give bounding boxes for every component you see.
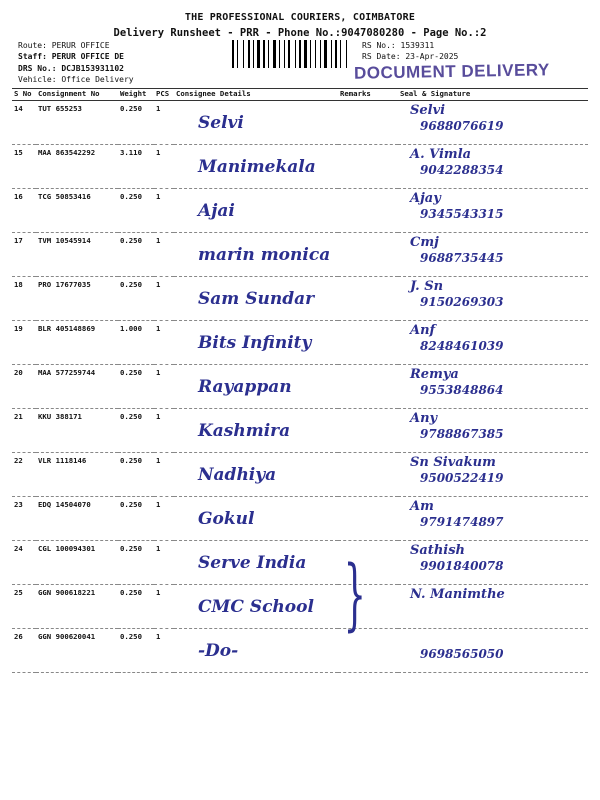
cell-pcs: 1 — [154, 321, 174, 365]
cell-consignee — [174, 541, 338, 585]
cell-signature — [398, 321, 588, 365]
cell-sno: 15 — [12, 145, 36, 189]
cell-weight: 3.110 — [118, 145, 154, 189]
cell-weight: 0.250 — [118, 585, 154, 629]
cell-consignment: KKU 388171 — [36, 409, 118, 453]
cell-remarks — [338, 497, 398, 541]
cell-remarks — [338, 145, 398, 189]
phone-handwriting: 9788867385 — [420, 427, 504, 441]
cell-consignee — [174, 189, 338, 233]
cell-consignment: GGN 900618221 — [36, 585, 118, 629]
cell-consignee — [174, 409, 338, 453]
consignee-handwriting: Kashmira — [198, 421, 291, 441]
header-pcs: PCS — [154, 89, 174, 101]
cell-weight: 0.250 — [118, 189, 154, 233]
cell-consignment: TUT 655253 — [36, 101, 118, 145]
cell-weight: 0.250 — [118, 277, 154, 321]
cell-sno: 22 — [12, 453, 36, 497]
vehicle-label: Vehicle: Office Delivery — [18, 75, 134, 84]
cell-consignment: VLR 1118146 — [36, 453, 118, 497]
signature-handwriting: J. Sn — [410, 279, 444, 294]
cell-remarks — [338, 233, 398, 277]
runsheet-table — [12, 88, 588, 673]
consignee-handwriting: Gokul — [198, 509, 255, 529]
cell-signature — [398, 189, 588, 233]
cell-consignment: PRO 17677035 — [36, 277, 118, 321]
consignee-handwriting: CMC School — [198, 597, 314, 617]
rs-date: RS Date: 23-Apr-2025 — [362, 52, 459, 61]
cell-weight: 0.250 — [118, 101, 154, 145]
consignee-handwriting: Nadhiya — [198, 465, 277, 485]
header-consignee: Consignee Details — [174, 89, 338, 101]
consignee-handwriting: marin monica — [198, 245, 331, 265]
table-row — [12, 541, 588, 585]
table-row — [12, 629, 588, 673]
cell-remarks — [338, 277, 398, 321]
phone-handwriting: 8248461039 — [420, 339, 504, 353]
cell-pcs: 1 — [154, 541, 174, 585]
phone-handwriting: 9553848864 — [420, 383, 504, 397]
signature-handwriting: Sathish — [410, 543, 465, 558]
cell-consignment: GGN 900620041 — [36, 629, 118, 673]
cell-weight: 1.000 — [118, 321, 154, 365]
cell-sno: 25 — [12, 585, 36, 629]
consignee-handwriting: Rayappan — [198, 377, 292, 397]
signature-handwriting: Selvi — [410, 103, 446, 118]
cell-consignee — [174, 233, 338, 277]
signature-handwriting: Ajay — [410, 191, 441, 206]
cell-consignment: CGL 100094301 — [36, 541, 118, 585]
document-subtitle: Delivery Runsheet - PRR - Phone No.:9047080280 - Page No.:2 — [113, 27, 487, 39]
consignee-handwriting: Selvi — [198, 113, 244, 133]
table-row — [12, 585, 588, 629]
header-signature: Seal & Signature — [398, 89, 588, 101]
cell-consignee — [174, 629, 338, 673]
consignee-handwriting: Manimekala — [198, 157, 316, 177]
cell-remarks — [338, 189, 398, 233]
document-title: THE PROFESSIONAL COURIERS, COIMBATORE — [184, 12, 416, 23]
consignee-handwriting: -Do- — [198, 641, 239, 661]
phone-handwriting: 9698565050 — [420, 647, 504, 661]
drs-label: DRS No.: DCJB153931102 — [18, 64, 124, 73]
signature-handwriting: Remya — [410, 367, 459, 382]
table-row — [12, 233, 588, 277]
cell-signature — [398, 497, 588, 541]
signature-handwriting: Cmj — [410, 235, 439, 250]
document-delivery-stamp: DOCUMENT DELIVERY — [353, 60, 550, 83]
cell-remarks — [338, 101, 398, 145]
cell-signature — [398, 365, 588, 409]
cell-pcs: 1 — [154, 277, 174, 321]
cell-signature — [398, 101, 588, 145]
cell-sno: 21 — [12, 409, 36, 453]
cell-remarks — [338, 409, 398, 453]
handwritten-brace: } — [343, 550, 366, 640]
cell-consignee — [174, 145, 338, 189]
cell-weight: 0.250 — [118, 629, 154, 673]
table-row — [12, 409, 588, 453]
phone-handwriting: 9500522419 — [420, 471, 504, 485]
cell-sno: 20 — [12, 365, 36, 409]
cell-pcs: 1 — [154, 233, 174, 277]
header-consignment: Consignment No — [36, 89, 118, 101]
consignee-handwriting: Serve India — [198, 553, 307, 573]
table-row — [12, 189, 588, 233]
header-weight: Weight — [118, 89, 154, 101]
header-sno: S No — [12, 89, 36, 101]
cell-pcs: 1 — [154, 585, 174, 629]
signature-handwriting: Anf — [410, 323, 436, 338]
cell-consignee — [174, 453, 338, 497]
header-remarks: Remarks — [338, 89, 398, 101]
rs-number: RS No.: 1539311 — [362, 41, 435, 50]
cell-sno: 14 — [12, 101, 36, 145]
cell-pcs: 1 — [154, 497, 174, 541]
staff-label: Staff: PERUR OFFICE DE — [18, 52, 124, 61]
cell-weight: 0.250 — [118, 233, 154, 277]
cell-consignment: EDQ 14504070 — [36, 497, 118, 541]
cell-consignee — [174, 101, 338, 145]
cell-weight: 0.250 — [118, 453, 154, 497]
cell-consignment: BLR 405148869 — [36, 321, 118, 365]
cell-signature — [398, 629, 588, 673]
cell-pcs: 1 — [154, 189, 174, 233]
cell-consignee — [174, 497, 338, 541]
signature-handwriting: Any — [410, 411, 438, 426]
phone-handwriting: 9791474897 — [420, 515, 504, 529]
cell-weight: 0.250 — [118, 497, 154, 541]
consignee-handwriting: Bits Infinity — [198, 333, 312, 353]
cell-pcs: 1 — [154, 365, 174, 409]
phone-handwriting: 9901840078 — [420, 559, 504, 573]
table-row — [12, 365, 588, 409]
cell-signature — [398, 145, 588, 189]
cell-consignee — [174, 365, 338, 409]
cell-pcs: 1 — [154, 409, 174, 453]
cell-signature — [398, 541, 588, 585]
table-row — [12, 321, 588, 365]
cell-sno: 24 — [12, 541, 36, 585]
cell-consignee — [174, 585, 338, 629]
cell-sno: 26 — [12, 629, 36, 673]
barcode-image — [232, 40, 354, 68]
cell-consignment: TCG 50853416 — [36, 189, 118, 233]
cell-weight: 0.250 — [118, 409, 154, 453]
cell-signature — [398, 585, 588, 629]
cell-consignee — [174, 277, 338, 321]
cell-consignment: TVM 10545914 — [36, 233, 118, 277]
cell-remarks — [338, 365, 398, 409]
phone-handwriting: 9688735445 — [420, 251, 504, 265]
cell-remarks — [338, 321, 398, 365]
cell-signature — [398, 409, 588, 453]
table-row — [12, 145, 588, 189]
phone-handwriting: 9345543315 — [420, 207, 504, 221]
signature-handwriting: Am — [410, 499, 434, 514]
signature-handwriting: A. Vimla — [410, 147, 472, 162]
cell-signature — [398, 277, 588, 321]
table-row — [12, 453, 588, 497]
cell-consignment: MAA 863542292 — [36, 145, 118, 189]
cell-signature — [398, 453, 588, 497]
cell-pcs: 1 — [154, 453, 174, 497]
cell-pcs: 1 — [154, 145, 174, 189]
cell-weight: 0.250 — [118, 365, 154, 409]
cell-pcs: 1 — [154, 101, 174, 145]
consignee-handwriting: Sam Sundar — [198, 289, 315, 309]
phone-handwriting: 9042288354 — [420, 163, 504, 177]
table-row — [12, 101, 588, 145]
cell-sno: 19 — [12, 321, 36, 365]
phone-handwriting: 9150269303 — [420, 295, 504, 309]
signature-handwriting: N. Manimthe — [410, 587, 505, 602]
table-header-row — [12, 89, 588, 101]
cell-consignment: MAA 577259744 — [36, 365, 118, 409]
table-row — [12, 277, 588, 321]
signature-handwriting: Sn Sivakum — [410, 455, 496, 470]
table-row — [12, 497, 588, 541]
cell-pcs: 1 — [154, 629, 174, 673]
cell-sno: 16 — [12, 189, 36, 233]
cell-sno: 17 — [12, 233, 36, 277]
cell-remarks — [338, 453, 398, 497]
cell-consignee — [174, 321, 338, 365]
cell-signature — [398, 233, 588, 277]
route-label: Route: PERUR OFFICE — [18, 41, 110, 50]
cell-sno: 18 — [12, 277, 36, 321]
consignee-handwriting: Ajai — [198, 201, 235, 221]
phone-handwriting: 9688076619 — [420, 119, 504, 133]
cell-sno: 23 — [12, 497, 36, 541]
cell-weight: 0.250 — [118, 541, 154, 585]
